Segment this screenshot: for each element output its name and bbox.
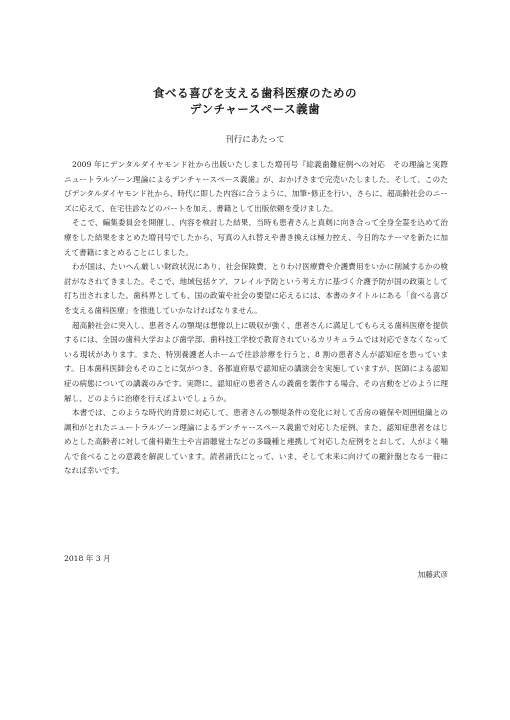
paragraph: そこで、編集委員会を開催し、内容を検討した結果、当時も患者さんと真剣に向き合って全身全霊を込めて治療をした結果をまとめた増刊号でしたから、写真の入れ替えや書き換えは極力控え、今日的なテーマを新たに加えて書籍にまとめることにしました。 xyxy=(64,218,448,257)
paragraph: 本書では、このような時代的背景に対応して、患者さんの顎堤条件の変化に対して舌房の確保や周囲組織との調和がとれたニュートラルゾーン理論によるデンチャースペース義歯で対応した症例、また、認知症患者をはじめとした高齢者に対して歯科衛生士や言語聴覚士などの多職種と連携して対応した症例をとおして、人がよく噛んで食べることの意義を解説しています。読者諸氏にとって、いま、そして未来に向けての羅針盤となる一冊になれば幸いです。 xyxy=(64,408,448,476)
preface-body xyxy=(64,158,456,479)
paragraph: 2009 年にデンタルダイヤモンド社から出版いたしました増刊号『総義歯難症例への対応 その理論と実際 ニュートラルゾーン理論によるデンチャースペース義歯』が、おかげさまで完売いたしました。そして、このたびデンタルダイヤモンド社から、時代に即した内容に合うように、加筆･修正を行い、さらに、超高齢社会のニーズに応えて、在宅往診などのパートを加え、書籍として出版依頼を受けました。 xyxy=(64,160,456,213)
author-name: 加藤武彦 xyxy=(417,570,448,579)
paragraph: 超高齢社会に突入し、患者さんの顎堤は想像以上に吸収が強く、患者さんに満足してもらえる歯科医療を提供するには、全国の歯科大学および歯学部、歯科技工学校で教育されているカリキュラムでは対応できなくなっている現状があります。また、特別養護老人ホームで往診診療を行うと、8 割の患者さんが認知症を患っています。日本歯科医師会もそのことに気がつき、各都道府県で認知症の講演会を実施していますが、医師による認知症の病態についての講義のみです。実際に、認知症の患者さんの義歯を製作する場合、その言動をどのように理解し、どのように治療を行えばよいでしょうか。 xyxy=(64,320,448,403)
preface-heading: 刊行にあたって xyxy=(225,135,285,145)
book-title-line-2: デンチャースペース義歯 xyxy=(189,102,321,116)
paragraph: わが国は、たいへん厳しい財政状況にあり、社会保険費、とりわけ医療費や介護費用をいかに削減するかの検討がなされてきました。そこで、地域包括ケア、フレイル予防という考え方に基づく介護予防が国の政策として打ち出されました。歯科界としても、国の政策や社会の要望に応えるには、本書のタイトルにある「食べる喜びを支える歯科医療」を推進していかなければなりません。 xyxy=(64,262,448,315)
publication-date: 2018 年 3 月 xyxy=(64,554,111,563)
book-title-line-1: 食べる喜びを支える歯科医療のための xyxy=(153,86,357,100)
